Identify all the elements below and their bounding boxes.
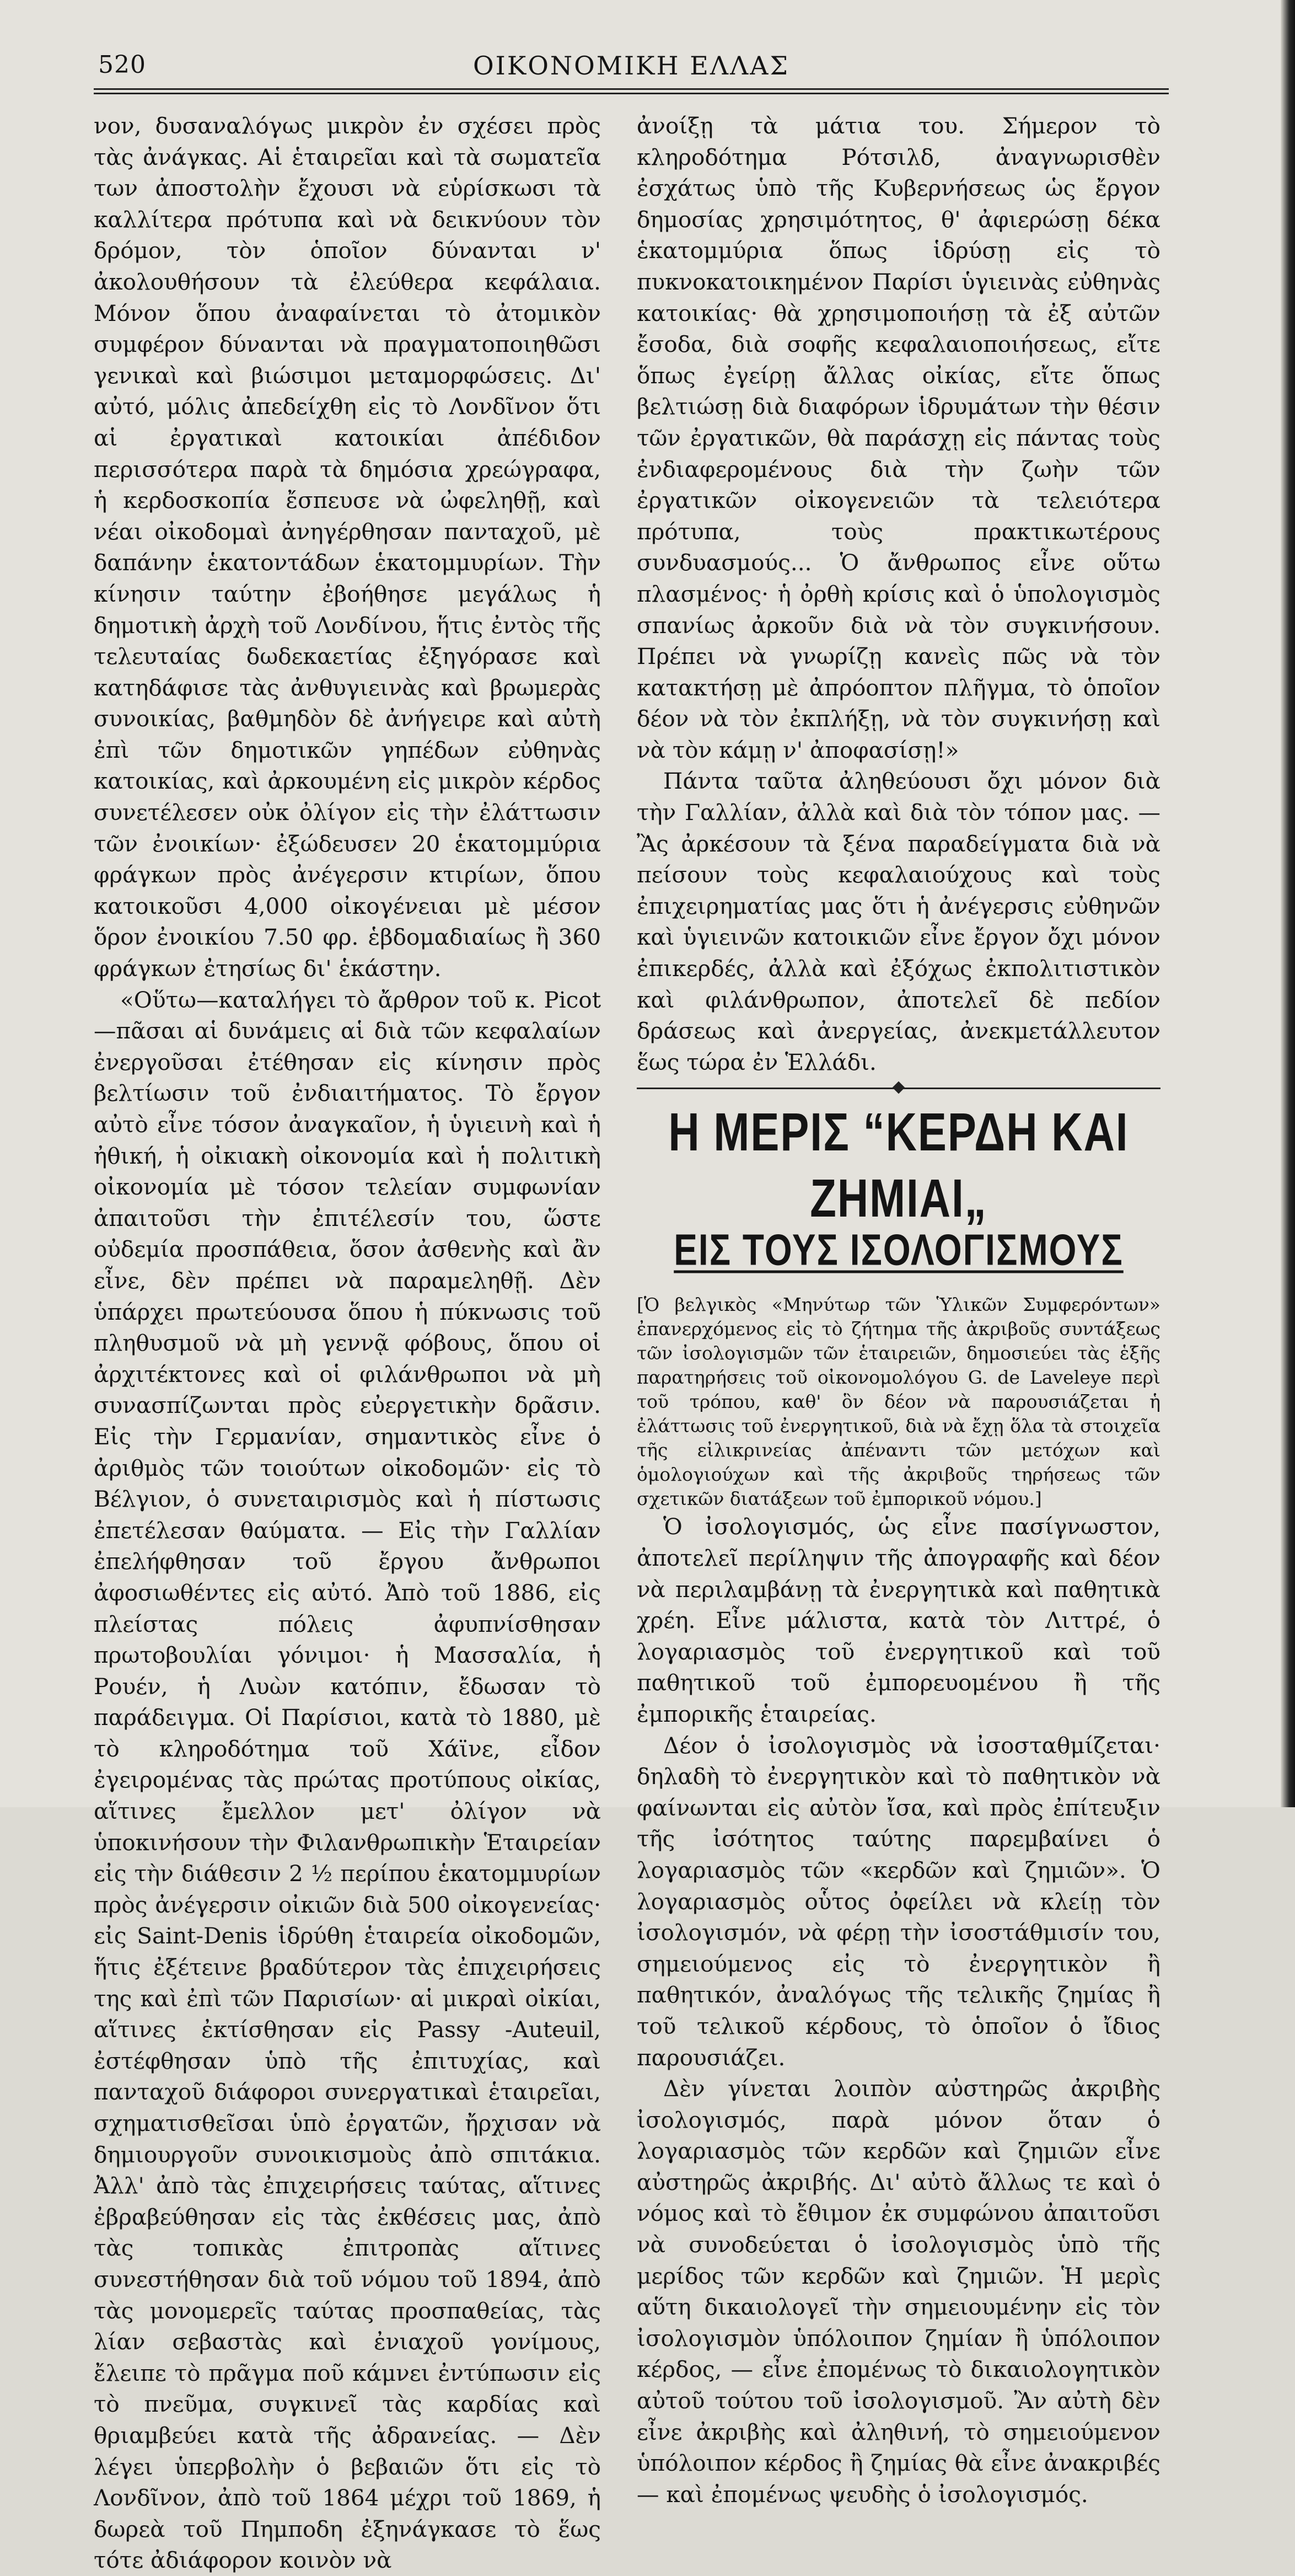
right-column [637, 110, 1160, 2510]
page-number: 520 [98, 51, 146, 79]
journal-title: ΟΙΚΟΝΟΜΙΚΗ ΕΛΛΑΣ [472, 51, 790, 81]
editorial-note: [Ὁ βελγικὸς «Μηνύτωρ τῶν Ὑλικῶν Συμφερόντων» ἐπανερχόμενος εἰς τὸ ζήτημα τῆς ἀκριβοῦς συντάξεως τῶν ἰσολογισμῶν τῶν ἑταιρειῶν, δημοσιεύει τὰς ἑξῆς παρατηρήσεις τοῦ οἰκονομολόγου G. de Laveleye περὶ τοῦ τρόπου, καθ' ὃν δέον νὰ παρουσιάζεται ἡ ἐλάττωσις τοῦ ἐνεργητικοῦ, διὰ νὰ ἔχῃ ὅλα τὰ στοιχεῖα τῆς εἰλικρινείας ἀπέναντι τῶν μετόχων καὶ ὁμολογιούχων καὶ τῆς ἀκριβοῦς τηρήσεως τῶν σχετικῶν διατάξεων τοῦ ἐμπορικοῦ νόμου.] [637, 1294, 1160, 1510]
section-title: Η ΜΕΡΙΣ “ΚΕΡΔΗ ΚΑΙ ΖΗΜΙΑΙ„ [668, 1101, 1129, 1229]
section-subtitle-text: ΕΙΣ ΤΟΥΣ ΙΣΟΛΟΓΙΣΜΟΥΣ [674, 1225, 1124, 1275]
section-subtitle [637, 1222, 1160, 1277]
divider-ornament-icon [893, 1081, 905, 1094]
article-paragraph: νον, δυσαναλόγως μικρὸν ἐν σχέσει πρὸς τὰς ἀνάγκας. Αἱ ἑταιρεῖαι καὶ τὰ σωματεῖα των ἀποστολὴν ἔχουσι νὰ εὑρίσκωσι τὰ καλλίτερα πρότυπα καὶ νὰ δεικνύουν τὸν δρόμον, τὸν ὁποῖον δύνανται ν' ἀκολουθήσουν τὰ ἐλεύθερα κεφάλαια. Μόνον ὅπου ἀναφαίνεται τὸ ἀτομικὸν συμφέρον δύνανται νὰ πραγματοποιηθῶσι γενικαὶ καὶ βιώσιμοι μεταμορφώσεις. Δι' αὐτό, μόλις ἀπεδείχθη εἰς τὸ Λονδῖνον ὅτι αἱ ἐργατικαὶ κατοικίαι ἀπέδιδον περισσότερα παρὰ τὰ δημόσια χρεώγραφα, ἡ κερδοσκοπία ἔσπευσε νὰ ὠφεληθῇ, καὶ νέαι οἰκοδομαὶ ἀνηγέρθησαν πανταχοῦ, μὲ δαπάνην ἑκατοντάδων ἑκατομμυρίων. Τὴν κίνησιν ταύτην ἐβοήθησε μεγάλως ἡ δημοτικὴ ἀρχὴ τοῦ Λονδίνου, ἥτις ἐντὸς τῆς τελευταίας δωδεκαετίας ἐξηγόρασε καὶ κατηδάφισε τὰς ἀνθυγιεινὰς καὶ βρωμερὰς συνοικίας, βαθμηδὸν δὲ ἀνήγειρε καὶ αὐτὴ ἐπὶ τῶν δημοτικῶν γηπέδων εὐθηνὰς κατοικίας, καὶ ἀρκουμένη εἰς μικρὸν κέρδος συνετέλεσεν οὐκ ὀλίγον εἰς τὴν ἐλάττωσιν τῶν ἐνοικίων· ἐξώδευσεν 20 ἑκατομμύρια φράγκων πρὸς ἀνέγερσιν κτιρίων, ὅπου κατοικοῦσι 4,000 οἰκογένειαι μὲ μέσον ὅρον ἐνοικίου 7.50 φρ. ἑβδομαδιαίως ἢ 360 φράγκων ἐτησίως δι' ἑκάστην. [94, 113, 601, 982]
article-paragraph: Δὲν γίνεται λοιπὸν αὐστηρῶς ἀκριβὴς ἰσολογισμός, παρὰ μόνον ὅταν ὁ λογαριασμὸς τῶν κερδῶν καὶ ζημιῶν εἶνε αὐστηρῶς ἀκριβής. Δι' αὐτὸ ἄλλως τε καὶ ὁ νόμος καὶ τὸ ἔθιμον ἐκ συμφώνου ἀπαιτοῦσι νὰ συνοδεύεται ὁ ἰσολογισμὸς ὑπὸ τῆς μερίδος τῶν κερδῶν καὶ ζημιῶν. Ἡ μερὶς αὕτη δικαιολογεῖ τὴν σημειουμένην εἰς τὸν ἰσολογισμὸν ὑπόλοιπον ζημίαν ἢ ὑπόλοιπον κέρδος, — εἶνε ἐπομένως τὸ δικαιολογητικὸν αὐτοῦ τούτου τοῦ ἰσολογισμοῦ. Ἂν αὐτὴ δὲν εἶνε ἀκριβὴς καὶ ἀληθινή, τὸ σημειούμενον ὑπόλοιπον κέρδος ἢ ζημίας θὰ εἶνε ἀνακριβές — καὶ ἐπομένως ψευδὴς ὁ ἰσολογισμός. [637, 2075, 1160, 2508]
page-header [94, 51, 1169, 89]
article-paragraph: ἀνοίξῃ τὰ μάτια του. Σήμερον τὸ κληροδότημα Ρότσιλδ, ἀναγνωρισθὲν ἐσχάτως ὑπὸ τῆς Κυβερνήσεως ὡς ἔργον δημοσίας χρησιμότητος, θ' ἀφιερώσῃ δέκα ἑκατομμύρια ὅπως ἱδρύσῃ εἰς τὸ πυκνοκατοικημένον Παρίσι ὑγιεινὰς εὐθηνὰς κατοικίας· θὰ χρησιμοποιήσῃ τὰ ἐξ αὐτῶν ἔσοδα, διὰ σοφῆς κεφαλαιοποιήσεως, εἴτε ὅπως ἐγείρῃ ἄλλας οἰκίας, εἴτε ὅπως βελτιώσῃ διὰ διαφόρων ἱδρυμάτων τὴν θέσιν τῶν ἐργατικῶν, θὰ παράσχῃ εἰς πάντας τοὺς ἐνδιαφερομένους διὰ τὴν ζωὴν τῶν ἐργατικῶν οἰκογενειῶν τὰ τελειότερα πρότυπα, τοὺς πρακτικωτέρους συνδυασμούς... Ὁ ἄνθρωπος εἶνε οὕτω πλασμένος· ἡ ὀρθὴ κρίσις καὶ ὁ ὑπολογισμὸς σπανίως ἀρκοῦν διὰ νὰ τὸν συγκινήσουν. Πρέπει νὰ γνωρίζῃ κανεὶς πῶς νὰ τὸν κατακτήσῃ μὲ ἀπρόοπτον πλῆγμα, τὸ ὁποῖον δέον νὰ τὸν ἐκπλήξῃ, νὰ τὸν συγκινήσῃ καὶ νὰ τὸν κάμῃ ν' ἀποφασίσῃ!» [637, 113, 1160, 763]
header-rule-bottom [94, 93, 1169, 94]
article-paragraph: Ὁ ἰσολογισμός, ὡς εἶνε πασίγνωστον, ἀποτελεῖ περίληψιν τῆς ἀπογραφῆς καὶ δέον νὰ περιλαμβάνῃ τὰ ἐνεργητικὰ καὶ παθητικὰ χρέη. Εἶνε μάλιστα, κατὰ τὸν Λιττρέ, ὁ λογαριασμὸς τοῦ ἐνεργητικοῦ καὶ τοῦ παθητικοῦ τοῦ ἐμπορευομένου ἢ τῆς ἐμπορικῆς ἑταιρείας. [637, 1513, 1160, 1727]
left-column [94, 110, 601, 2576]
article-paragraph: Δέον ὁ ἰσολογισμὸς νὰ ἰσοσταθμίζεται· δηλαδὴ τὸ ἐνεργητικὸν καὶ τὸ παθητικὸν νὰ φαίνωνται εἰς αὐτὸν ἴσα, καὶ πρὸς ἐπίτευξιν τῆς ἰσότητος ταύτης παρεμβαίνει ὁ λογαριασμὸς τῶν «κερδῶν καὶ ζημιῶν». Ὁ λογαριασμὸς οὗτος ὀφείλει νὰ κλείῃ τὸν ἰσολογισμόν, νὰ φέρῃ τὴν ἰσοστάθμισίν του, σημειούμενος εἰς τὸ ἐνεργητικὸν ἢ παθητικόν, ἀναλόγως τῆς τελικῆς ζημίας ἢ τοῦ τελικοῦ κέρδους, τὸ ὁποῖον ὁ ἴδιος παρουσιάζει. [637, 1732, 1160, 2071]
section-divider [637, 1081, 1160, 1095]
header-rule-top [94, 88, 1169, 90]
article-paragraph: «Οὕτω—καταλήγει τὸ ἄρθρον τοῦ κ. Picot—πᾶσαι αἱ δυνάμεις αἱ διὰ τῶν κεφαλαίων ἐνεργοῦσαι ἐτέθησαν εἰς κίνησιν πρὸς βελτίωσιν τοῦ ἐνδιαιτήματος. Τὸ ἔργον αὐτὸ εἶνε τόσον ἀναγκαῖον, ἡ ὑγιεινὴ καὶ ἡ ἠθική, ἡ οἰκιακὴ οἰκονομία καὶ ἡ πολιτικὴ οἰκονομία μὲ τόσον τελείαν συμφωνίαν ἀπαιτοῦσι τὴν ἐπιτέλεσίν του, ὥστε οὐδεμία προσπάθεια, ὅσον ἀσθενὴς καὶ ἂν εἶνε, δὲν πρέπει νὰ παραμεληθῇ. Δὲν ὑπάρχει πρωτεύουσα ὅπου ἡ πύκνωσις τοῦ πληθυσμοῦ νὰ μὴ γεννᾷ φόβους, ὅπου οἱ ἀρχιτέκτονες καὶ οἱ φιλάνθρωποι νὰ μὴ συνασπίζωνται πρὸς εὐεργετικὴν δρᾶσιν. Εἰς τὴν Γερμανίαν, σημαντικὸς εἶνε ὁ ἀριθμὸς τῶν τοιούτων οἰκοδομῶν· εἰς τὸ Βέλγιον, ὁ συνεταιρισμὸς καὶ ἡ πίστωσις ἐπετέλεσαν θαύματα. — Εἰς τὴν Γαλλίαν ἐπελήφθησαν τοῦ ἔργου ἄνθρωποι ἀφοσιωθέντες εἰς αὐτό. Ἀπὸ τοῦ 1886, εἰς πλείστας πόλεις ἀφυπνίσθησαν πρωτοβουλίαι γόνιμοι· ἡ Μασσαλία, ἡ Ρουέν, ἡ Λυὼν κατόπιν, ἔδωσαν τὸ παράδειγμα. Οἱ Παρίσιοι, κατὰ τὸ 1880, μὲ τὸ κληροδότημα τοῦ Χάϊνε, εἶδον ἐγειρομένας τὰς πρώτας προτύπους οἰκίας, αἵτινες ἔμελλον μετ' ὀλίγον νὰ ὑποκινήσουν τὴν Φιλανθρωπικὴν Ἑταιρείαν εἰς τὴν διάθεσιν 2 ½ περίπου ἑκατομμυρίων πρὸς ἀνέγερσιν οἰκιῶν διὰ 500 οἰκογενείας· εἰς Saint-Denis ἱδρύθη ἑταιρεία οἰκοδομῶν, ἥτις ἐξέτεινε βραδύτερον τὰς ἐπιχειρήσεις της καὶ ἐπὶ τῶν Παρισίων· αἱ μικραὶ οἰκίαι, αἵτινες ἐκτίσθησαν εἰς Passy -Auteuil, ἐστέφθησαν ὑπὸ τῆς ἐπιτυχίας, καὶ πανταχοῦ διάφοροι συνεργατικαὶ ἑταιρεῖαι, σχηματισθεῖσαι ὑπὸ ἐργατῶν, ἤρχισαν νὰ δημιουργοῦν συνοικισμοὺς ἀπὸ σπιτάκια. Ἀλλ' ἀπὸ τὰς ἐπιχειρήσεις ταύτας, αἵτινες ἐβραβεύθησαν εἰς τὰς ἐκθέσεις μας, ἀπὸ τὰς τοπικὰς ἐπιτροπὰς αἵτινες συνεστήθησαν διὰ τοῦ νόμου τοῦ 1894, ἀπὸ τὰς μονομερεῖς ταύτας προσπαθείας, τὰς λίαν σεβαστὰς καὶ ἐνιαχοῦ γονίμους, ἔλειπε τὸ πρᾶγμα ποῦ κάμνει ἐντύπωσιν εἰς τὸ πνεῦμα, συγκινεῖ τὰς καρδίας καὶ θριαμβεύει κατὰ τῆς ἀδρανείας. — Δὲν λέγει ὑπερβολὴν ὁ βεβαιῶν ὅτι εἰς τὸ Λονδῖνον, ἀπὸ τοῦ 1864 μέχρι τοῦ 1869, ἡ δωρεὰ τοῦ Πημποδη ἐξηνάγκασε τὸ ἕως τότε ἀδιάφορον κοινὸν νὰ [94, 986, 601, 2574]
binding-shadow [1281, 0, 1295, 1807]
article-paragraph: Πάντα ταῦτα ἀληθεύουσι ὄχι μόνον διὰ τὴν Γαλλίαν, ἀλλὰ καὶ διὰ τὸν τόπον μας. — Ἂς ἀρκέσουν τὰ ξένα παραδείγματα διὰ νὰ πείσουν τοὺς κεφαλαιούχους καὶ τοὺς ἐπιχειρηματίας μας ὅτι ἡ ἀνέγερσις εὐθηνῶν καὶ ὑγιεινῶν κατοικιῶν εἶνε ἔργον ὄχι μόνον ἐπικερδές, ἀλλὰ καὶ ἐξόχως ἐκπολιτιστικὸν καὶ φιλάνθρωπον, ἀποτελεῖ δὲ πεδίον δράσεως καὶ ἀνεργείας, ἀνεκμετάλλευτον ἕως τώρα ἐν Ἑλλάδι. [637, 768, 1160, 1075]
